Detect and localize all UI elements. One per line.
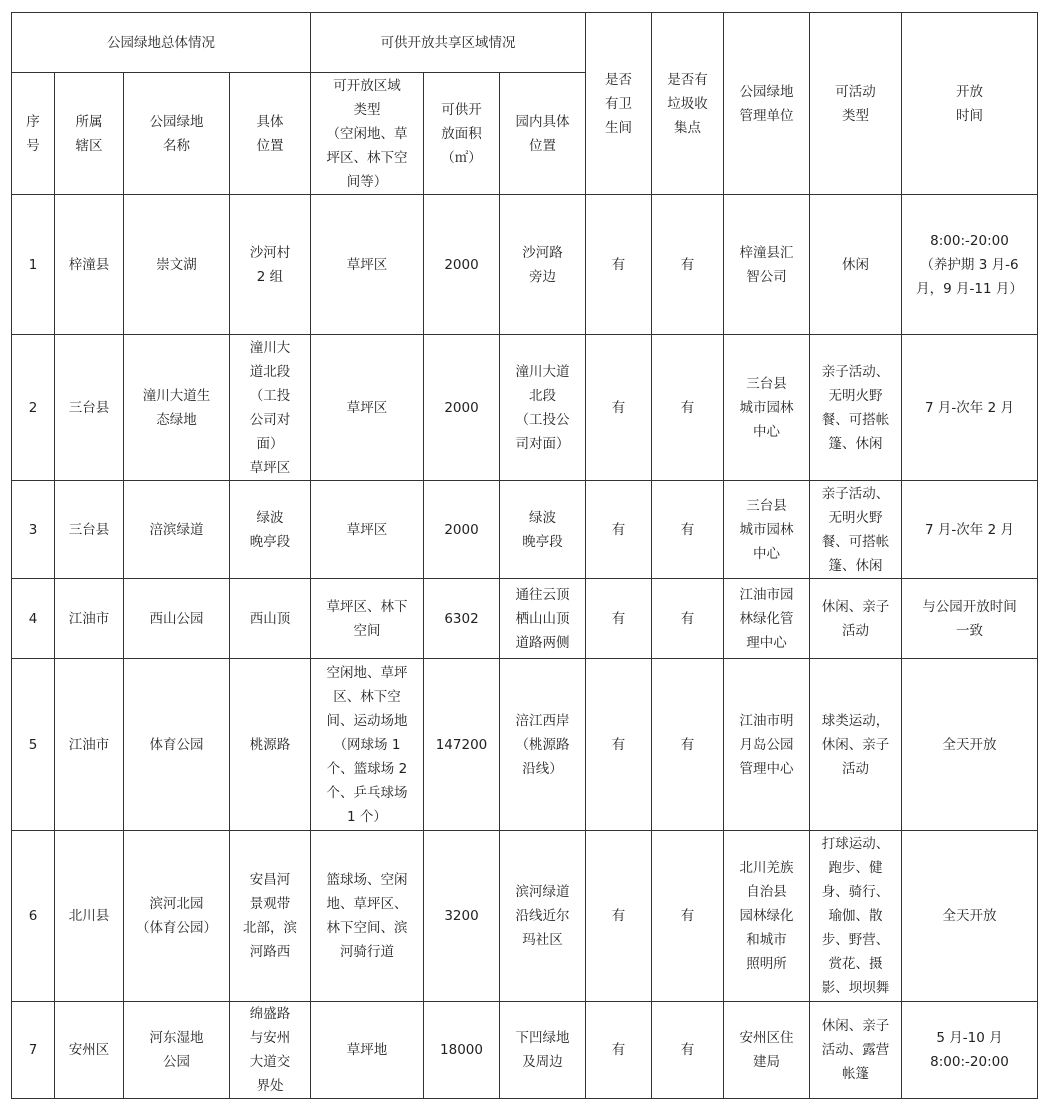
- cell-trash: 有: [652, 659, 724, 831]
- cell-area: 2000: [424, 335, 500, 481]
- cell-area-type: 篮球场、空闲 地、草坪区、 林下空间、滨 河骑行道: [311, 831, 424, 1002]
- cell-area: 2000: [424, 481, 500, 579]
- cell-area: 18000: [424, 1002, 500, 1099]
- cell-name: 滨河北园 （体育公园）: [124, 831, 230, 1002]
- cell-inner-location: 潼川大道 北段 （工投公 司对面）: [500, 335, 586, 481]
- table-body: [12, 195, 1038, 1099]
- cell-area: 6302: [424, 579, 500, 659]
- cell-area-type: 草坪区: [311, 195, 424, 335]
- cell-name: 潼川大道生 态绿地: [124, 335, 230, 481]
- cell-inner-location: 下凹绿地 及周边: [500, 1002, 586, 1099]
- table-row: [12, 579, 1038, 659]
- cell-area-type: 草坪区: [311, 335, 424, 481]
- cell-district: 三台县: [55, 335, 124, 481]
- group-header-row: [12, 13, 1038, 73]
- cell-area-type: 空闲地、草坪 区、林下空 间、运动场地 （网球场 1 个、篮球场 2 个、乒乓球场 1 个）: [311, 659, 424, 831]
- cell-area: 147200: [424, 659, 500, 831]
- cell-trash: 有: [652, 195, 724, 335]
- cell-inner-location: 滨河绿道 沿线近尔 玛社区: [500, 831, 586, 1002]
- cell-trash: 有: [652, 335, 724, 481]
- cell-activities: 休闲: [810, 195, 902, 335]
- header-hours: 开放 时间: [902, 13, 1038, 195]
- cell-activities: 打球运动、 跑步、健 身、骑行、 瑜伽、散 步、野营、 赏花、摄 影、坝坝舞: [810, 831, 902, 1002]
- header-seq: 序 号: [12, 73, 55, 195]
- cell-toilet: 有: [586, 195, 652, 335]
- cell-name: 崇文湖: [124, 195, 230, 335]
- group-header-shared-area: 可供开放共享区域情况: [311, 13, 586, 73]
- cell-district: 江油市: [55, 579, 124, 659]
- cell-district: 北川县: [55, 831, 124, 1002]
- cell-inner-location: 绿波 晚亭段: [500, 481, 586, 579]
- cell-hours: 7 月-次年 2 月: [902, 481, 1038, 579]
- group-header-overview: 公园绿地总体情况: [12, 13, 311, 73]
- cell-area-type: 草坪地: [311, 1002, 424, 1099]
- cell-hours: 全天开放: [902, 659, 1038, 831]
- cell-activities: 休闲、亲子 活动、露营 帐篷: [810, 1002, 902, 1099]
- table-row: [12, 831, 1038, 1002]
- table-row: [12, 335, 1038, 481]
- cell-area-type: 草坪区、林下 空间: [311, 579, 424, 659]
- cell-hours: 8:00:-20:00 （养护期 3 月-6 月，9 月-11 月）: [902, 195, 1038, 335]
- header-location: 具体 位置: [230, 73, 311, 195]
- cell-name: 河东湿地 公园: [124, 1002, 230, 1099]
- table-row: [12, 659, 1038, 831]
- header-name: 公园绿地 名称: [124, 73, 230, 195]
- table-row: [12, 1002, 1038, 1099]
- cell-location: 西山顶: [230, 579, 311, 659]
- cell-toilet: 有: [586, 659, 652, 831]
- header-district: 所属 辖区: [55, 73, 124, 195]
- table-row: [12, 195, 1038, 335]
- cell-seq: 6: [12, 831, 55, 1002]
- cell-seq: 3: [12, 481, 55, 579]
- cell-seq: 4: [12, 579, 55, 659]
- cell-activities: 球类运动， 休闲、亲子 活动: [810, 659, 902, 831]
- cell-trash: 有: [652, 1002, 724, 1099]
- cell-inner-location: 沙河路 旁边: [500, 195, 586, 335]
- cell-name: 体育公园: [124, 659, 230, 831]
- cell-seq: 2: [12, 335, 55, 481]
- cell-area-type: 草坪区: [311, 481, 424, 579]
- cell-seq: 1: [12, 195, 55, 335]
- park-table: [11, 12, 1038, 1099]
- header-activities: 可活动 类型: [810, 13, 902, 195]
- cell-area: 2000: [424, 195, 500, 335]
- cell-district: 江油市: [55, 659, 124, 831]
- cell-management: 北川羌族 自治县 园林绿化 和城市 照明所: [724, 831, 810, 1002]
- table-row: [12, 481, 1038, 579]
- cell-toilet: 有: [586, 481, 652, 579]
- cell-hours: 5 月-10 月 8:00:-20:00: [902, 1002, 1038, 1099]
- cell-management: 梓潼县汇 智公司: [724, 195, 810, 335]
- cell-seq: 5: [12, 659, 55, 831]
- cell-toilet: 有: [586, 335, 652, 481]
- header-toilet: 是否 有卫 生间: [586, 13, 652, 195]
- cell-location: 潼川大 道北段 （工投 公司对 面） 草坪区: [230, 335, 311, 481]
- cell-hours: 全天开放: [902, 831, 1038, 1002]
- cell-trash: 有: [652, 579, 724, 659]
- cell-toilet: 有: [586, 579, 652, 659]
- cell-activities: 休闲、亲子 活动: [810, 579, 902, 659]
- cell-location: 绿波 晚亭段: [230, 481, 311, 579]
- cell-management: 三台县 城市园林 中心: [724, 481, 810, 579]
- header-area-type: 可开放区域 类型 （空闲地、草 坪区、林下空 间等）: [311, 73, 424, 195]
- cell-hours: 7 月-次年 2 月: [902, 335, 1038, 481]
- cell-name: 西山公园: [124, 579, 230, 659]
- cell-inner-location: 涪江西岸 （桃源路 沿线）: [500, 659, 586, 831]
- cell-activities: 亲子活动、 无明火野 餐、可搭帐 篷、休闲: [810, 335, 902, 481]
- cell-district: 三台县: [55, 481, 124, 579]
- cell-location: 沙河村 2 组: [230, 195, 311, 335]
- cell-location: 桃源路: [230, 659, 311, 831]
- cell-management: 江油市园 林绿化管 理中心: [724, 579, 810, 659]
- cell-inner-location: 通往云顶 栖山山顶 道路两侧: [500, 579, 586, 659]
- cell-management: 安州区住 建局: [724, 1002, 810, 1099]
- header-management: 公园绿地 管理单位: [724, 13, 810, 195]
- cell-name: 涪滨绿道: [124, 481, 230, 579]
- cell-toilet: 有: [586, 1002, 652, 1099]
- header-trash: 是否有 垃圾收 集点: [652, 13, 724, 195]
- cell-location: 安昌河 景观带 北部，滨 河路西: [230, 831, 311, 1002]
- cell-district: 梓潼县: [55, 195, 124, 335]
- cell-trash: 有: [652, 831, 724, 1002]
- cell-seq: 7: [12, 1002, 55, 1099]
- cell-activities: 亲子活动、 无明火野 餐、可搭帐 篷、休闲: [810, 481, 902, 579]
- cell-management: 三台县 城市园林 中心: [724, 335, 810, 481]
- cell-hours: 与公园开放时间 一致: [902, 579, 1038, 659]
- cell-location: 绵盛路 与安州 大道交 界处: [230, 1002, 311, 1099]
- cell-toilet: 有: [586, 831, 652, 1002]
- header-area: 可供开 放面积 （㎡）: [424, 73, 500, 195]
- cell-trash: 有: [652, 481, 724, 579]
- cell-district: 安州区: [55, 1002, 124, 1099]
- cell-area: 3200: [424, 831, 500, 1002]
- header-inner-location: 园内具体 位置: [500, 73, 586, 195]
- cell-management: 江油市明 月岛公园 管理中心: [724, 659, 810, 831]
